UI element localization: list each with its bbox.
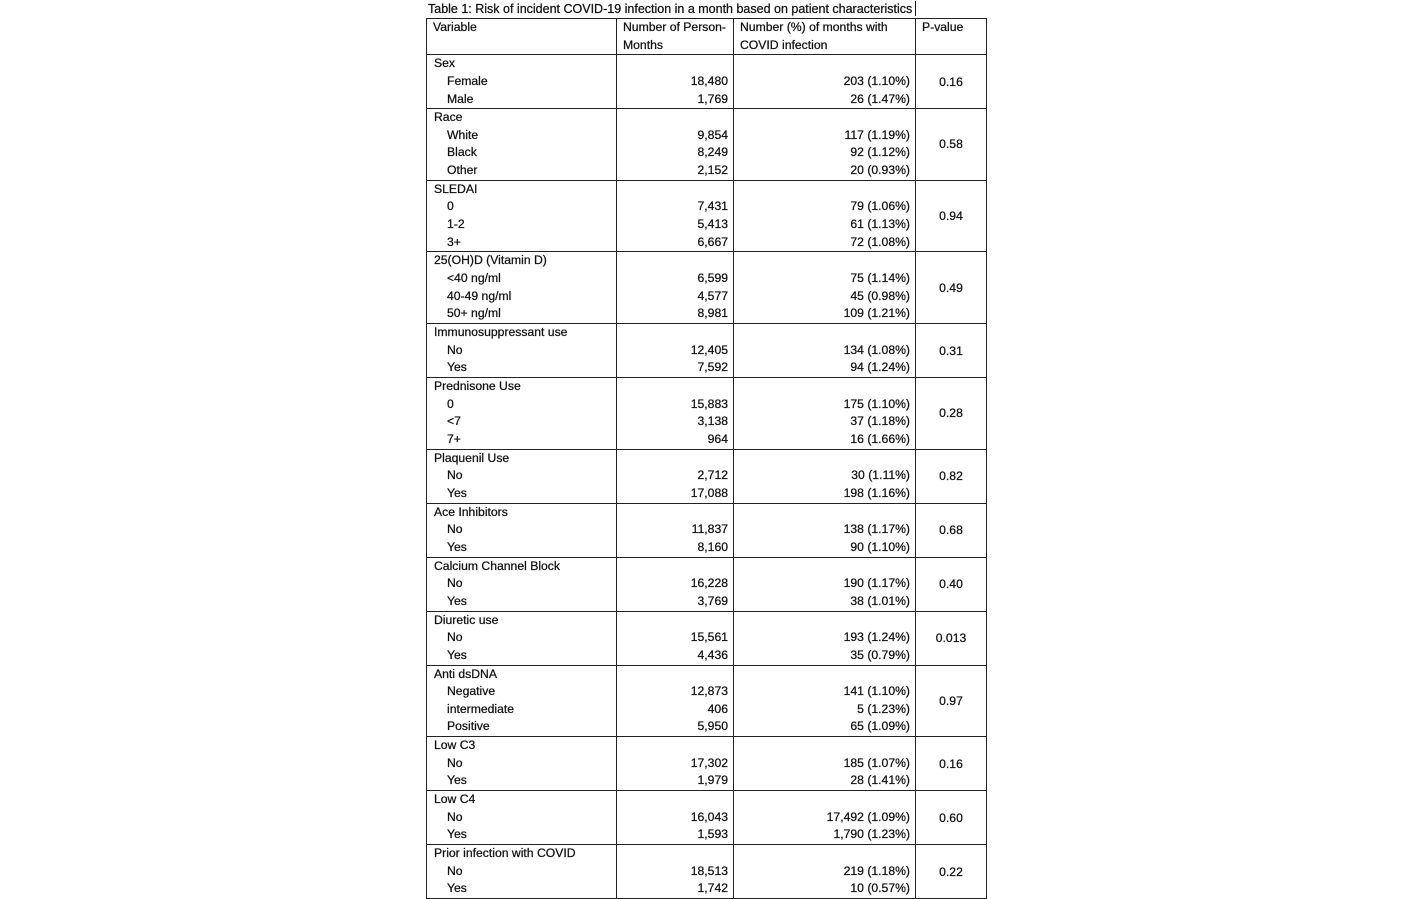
group-header-row: [427, 845, 987, 863]
person-months: 7,431: [617, 198, 734, 216]
table-row: [427, 305, 987, 323]
p-value: 0.40: [916, 557, 987, 611]
covid-months: 17,492 (1.09%): [734, 809, 916, 827]
level-label: Negative: [427, 683, 617, 701]
group-label: SLEDAI: [427, 180, 617, 198]
empty-cell: [734, 55, 916, 73]
level-label: 7+: [427, 431, 617, 449]
empty-cell: [617, 55, 734, 73]
level-label: Yes: [427, 826, 617, 844]
level-label: 40-49 ng/ml: [427, 288, 617, 306]
table-row: [427, 718, 987, 736]
covid-months: 175 (1.10%): [734, 396, 916, 414]
group-label: 25(OH)D (Vitamin D): [427, 252, 617, 270]
level-label: Yes: [427, 772, 617, 790]
person-months: 964: [617, 431, 734, 449]
table-row: [427, 144, 987, 162]
level-label: No: [427, 629, 617, 647]
table-row: [427, 575, 987, 593]
table-row: [427, 701, 987, 719]
covid-months: 35 (0.79%): [734, 647, 916, 665]
person-months: 15,883: [617, 396, 734, 414]
table-row: [427, 772, 987, 790]
person-months: 8,160: [617, 539, 734, 557]
empty-cell: [734, 378, 916, 396]
group-label: Plaquenil Use: [427, 449, 617, 467]
group-label: Anti dsDNA: [427, 665, 617, 683]
covid-months: 20 (0.93%): [734, 162, 916, 180]
covid-months: 198 (1.16%): [734, 485, 916, 503]
group-header-row: [427, 611, 987, 629]
header-covid-months: Number (%) of months with COVID infection: [734, 19, 916, 55]
p-value: 0.82: [916, 449, 987, 503]
table-row: [427, 431, 987, 449]
covid-months: 10 (0.57%): [734, 880, 916, 898]
covid-months: 75 (1.14%): [734, 270, 916, 288]
p-value: 0.31: [916, 324, 987, 378]
covid-months: 79 (1.06%): [734, 198, 916, 216]
covid-months: 203 (1.10%): [734, 73, 916, 91]
table-row: [427, 73, 987, 91]
table-caption: [428, 1, 916, 17]
p-value: 0.16: [916, 737, 987, 791]
empty-cell: [734, 180, 916, 198]
p-value: 0.58: [916, 109, 987, 181]
level-label: Yes: [427, 485, 617, 503]
person-months: 8,249: [617, 144, 734, 162]
person-months: 5,413: [617, 216, 734, 234]
table-row: [427, 413, 987, 431]
level-label: 3+: [427, 234, 617, 252]
person-months: 17,088: [617, 485, 734, 503]
empty-cell: [617, 324, 734, 342]
person-months: 8,981: [617, 305, 734, 323]
person-months: 17,302: [617, 755, 734, 773]
person-months: 3,769: [617, 593, 734, 611]
table-body: [427, 55, 987, 899]
empty-cell: [617, 557, 734, 575]
covid-months: 65 (1.09%): [734, 718, 916, 736]
empty-cell: [617, 845, 734, 863]
covid-risk-table: [426, 18, 987, 899]
person-months: 16,043: [617, 809, 734, 827]
table-row: [427, 629, 987, 647]
empty-cell: [617, 611, 734, 629]
table-row: [427, 826, 987, 844]
level-label: <40 ng/ml: [427, 270, 617, 288]
table-row: [427, 593, 987, 611]
empty-cell: [734, 109, 916, 127]
p-value: 0.013: [916, 611, 987, 665]
group-header-row: [427, 503, 987, 521]
table-row: [427, 485, 987, 503]
covid-months: 219 (1.18%): [734, 863, 916, 881]
level-label: No: [427, 521, 617, 539]
group-header-row: [427, 791, 987, 809]
group-header-row: [427, 252, 987, 270]
level-label: No: [427, 755, 617, 773]
p-value: 0.16: [916, 55, 987, 109]
p-value: 0.60: [916, 791, 987, 845]
person-months: 12,405: [617, 342, 734, 360]
level-label: No: [427, 809, 617, 827]
covid-months: 141 (1.10%): [734, 683, 916, 701]
group-header-row: [427, 180, 987, 198]
covid-months: 72 (1.08%): [734, 234, 916, 252]
level-label: Male: [427, 91, 617, 109]
empty-cell: [734, 557, 916, 575]
p-value: 0.68: [916, 503, 987, 557]
table-row: [427, 270, 987, 288]
empty-cell: [734, 737, 916, 755]
covid-months: 45 (0.98%): [734, 288, 916, 306]
level-label: Black: [427, 144, 617, 162]
level-label: Yes: [427, 359, 617, 377]
group-header-row: [427, 449, 987, 467]
person-months: 406: [617, 701, 734, 719]
empty-cell: [617, 109, 734, 127]
group-label: Race: [427, 109, 617, 127]
table-row: [427, 342, 987, 360]
person-months: 18,513: [617, 863, 734, 881]
covid-months: 134 (1.08%): [734, 342, 916, 360]
covid-months: 30 (1.11%): [734, 467, 916, 485]
level-label: intermediate: [427, 701, 617, 719]
p-value: 0.97: [916, 665, 987, 737]
header-variable: Variable: [427, 19, 617, 55]
covid-months: 92 (1.12%): [734, 144, 916, 162]
group-label: Immunosuppressant use: [427, 324, 617, 342]
person-months: 18,480: [617, 73, 734, 91]
level-label: White: [427, 127, 617, 145]
person-months: 4,577: [617, 288, 734, 306]
group-label: Sex: [427, 55, 617, 73]
empty-cell: [617, 665, 734, 683]
table-caption-text: Table 1: Risk of incident COVID-19 infection in a month based on patient characteristics: [428, 2, 913, 16]
covid-months: 138 (1.17%): [734, 521, 916, 539]
person-months: 1,593: [617, 826, 734, 844]
level-label: No: [427, 863, 617, 881]
level-label: No: [427, 575, 617, 593]
table-row: [427, 288, 987, 306]
table-row: [427, 539, 987, 557]
person-months: 16,228: [617, 575, 734, 593]
person-months: 2,152: [617, 162, 734, 180]
header-p-value: P-value: [916, 19, 987, 55]
group-header-row: [427, 737, 987, 755]
empty-cell: [617, 449, 734, 467]
covid-months: 109 (1.21%): [734, 305, 916, 323]
level-label: No: [427, 342, 617, 360]
group-header-row: [427, 109, 987, 127]
level-label: 0: [427, 198, 617, 216]
table-row: [427, 127, 987, 145]
person-months: 2,712: [617, 467, 734, 485]
person-months: 4,436: [617, 647, 734, 665]
covid-months: 61 (1.13%): [734, 216, 916, 234]
empty-cell: [734, 324, 916, 342]
empty-cell: [734, 665, 916, 683]
header-row: [427, 19, 987, 55]
person-months: 12,873: [617, 683, 734, 701]
level-label: Female: [427, 73, 617, 91]
person-months: 9,854: [617, 127, 734, 145]
level-label: 50+ ng/ml: [427, 305, 617, 323]
table-row: [427, 521, 987, 539]
table-row: [427, 396, 987, 414]
person-months: 1,742: [617, 880, 734, 898]
covid-months: 5 (1.23%): [734, 701, 916, 719]
group-header-row: [427, 378, 987, 396]
group-label: Low C4: [427, 791, 617, 809]
empty-cell: [734, 611, 916, 629]
person-months: 15,561: [617, 629, 734, 647]
empty-cell: [734, 449, 916, 467]
group-label: Diuretic use: [427, 611, 617, 629]
empty-cell: [734, 252, 916, 270]
level-label: Yes: [427, 647, 617, 665]
covid-months: 90 (1.10%): [734, 539, 916, 557]
person-months: 6,599: [617, 270, 734, 288]
table-row: [427, 863, 987, 881]
group-header-row: [427, 557, 987, 575]
table-row: [427, 467, 987, 485]
person-months: 1,769: [617, 91, 734, 109]
level-label: Yes: [427, 880, 617, 898]
person-months: 6,667: [617, 234, 734, 252]
empty-cell: [617, 503, 734, 521]
covid-months: 190 (1.17%): [734, 575, 916, 593]
person-months: 5,950: [617, 718, 734, 736]
table-row: [427, 755, 987, 773]
group-label: Prior infection with COVID: [427, 845, 617, 863]
level-label: Yes: [427, 593, 617, 611]
person-months: 7,592: [617, 359, 734, 377]
group-header-row: [427, 55, 987, 73]
p-value: 0.94: [916, 180, 987, 252]
table-row: [427, 162, 987, 180]
p-value: 0.22: [916, 845, 987, 899]
covid-months: 193 (1.24%): [734, 629, 916, 647]
empty-cell: [617, 737, 734, 755]
covid-months: 117 (1.19%): [734, 127, 916, 145]
header-person-months: Number of Person-Months: [617, 19, 734, 55]
group-label: Prednisone Use: [427, 378, 617, 396]
empty-cell: [617, 180, 734, 198]
group-label: Low C3: [427, 737, 617, 755]
covid-months: 16 (1.66%): [734, 431, 916, 449]
level-label: <7: [427, 413, 617, 431]
table-row: [427, 359, 987, 377]
level-label: Yes: [427, 539, 617, 557]
group-header-row: [427, 665, 987, 683]
p-value: 0.49: [916, 252, 987, 324]
level-label: Other: [427, 162, 617, 180]
p-value: 0.28: [916, 378, 987, 450]
covid-months: 26 (1.47%): [734, 91, 916, 109]
person-months: 1,979: [617, 772, 734, 790]
text-cursor: [915, 1, 916, 16]
table-row: [427, 198, 987, 216]
group-header-row: [427, 324, 987, 342]
covid-months: 185 (1.07%): [734, 755, 916, 773]
empty-cell: [617, 252, 734, 270]
table-row: [427, 683, 987, 701]
table-row: [427, 91, 987, 109]
level-label: 1-2: [427, 216, 617, 234]
table-row: [427, 216, 987, 234]
empty-cell: [734, 791, 916, 809]
covid-months: 37 (1.18%): [734, 413, 916, 431]
empty-cell: [617, 791, 734, 809]
empty-cell: [734, 503, 916, 521]
empty-cell: [617, 378, 734, 396]
empty-cell: [734, 845, 916, 863]
person-months: 11,837: [617, 521, 734, 539]
table-row: [427, 647, 987, 665]
covid-months: 94 (1.24%): [734, 359, 916, 377]
table-row: [427, 809, 987, 827]
covid-months: 28 (1.41%): [734, 772, 916, 790]
level-label: 0: [427, 396, 617, 414]
group-label: Calcium Channel Block: [427, 557, 617, 575]
table-row: [427, 234, 987, 252]
covid-months: 1,790 (1.23%): [734, 826, 916, 844]
person-months: 3,138: [617, 413, 734, 431]
group-label: Ace Inhibitors: [427, 503, 617, 521]
level-label: No: [427, 467, 617, 485]
covid-months: 38 (1.01%): [734, 593, 916, 611]
level-label: Positive: [427, 718, 617, 736]
